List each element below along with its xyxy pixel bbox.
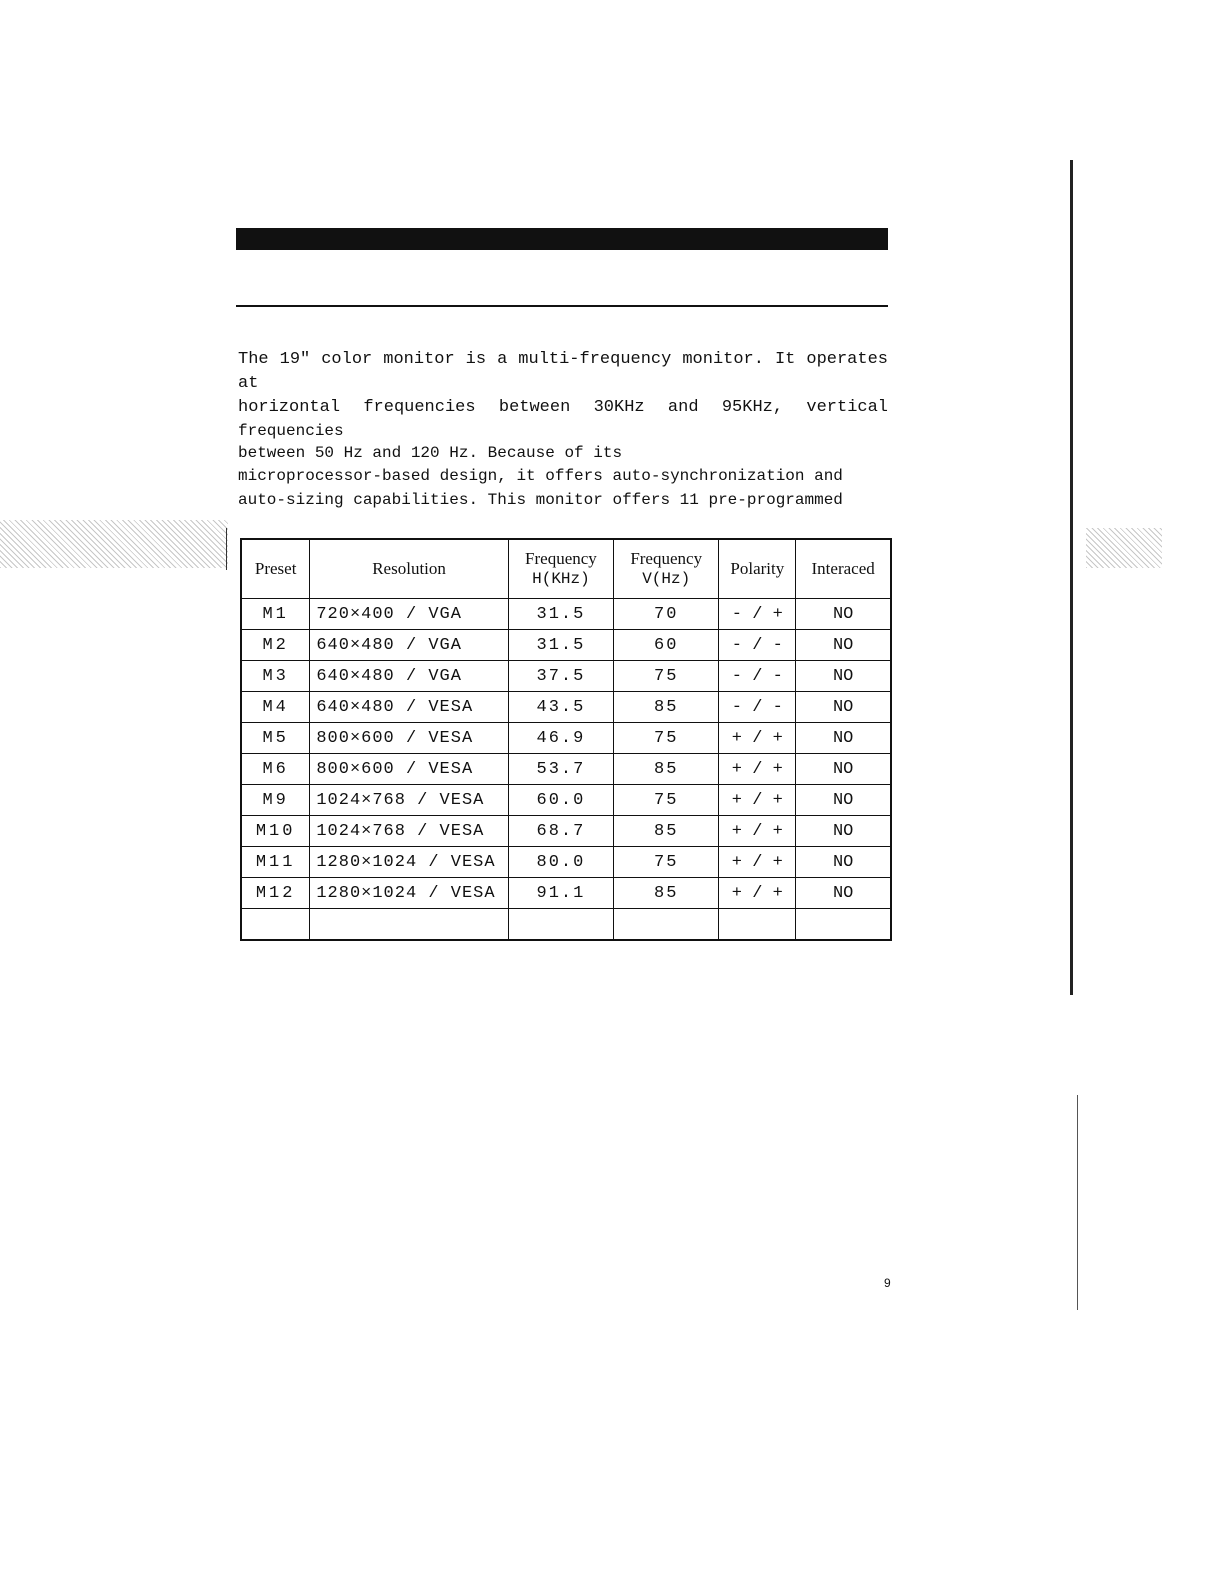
cell-polarity: + / + [719, 816, 796, 847]
cell-resolution: 640×480 / VESA [310, 692, 508, 723]
cell-freq-h [508, 909, 613, 941]
header-frequency-v-label: Frequency [630, 549, 703, 568]
cell-preset: M9 [241, 785, 310, 816]
cell-freq-v: 85 [614, 816, 719, 847]
cell-interlaced: NO [796, 661, 891, 692]
table-row [241, 754, 891, 785]
binding-edge-line [1070, 160, 1073, 995]
cell-polarity [719, 909, 796, 941]
cell-resolution: 1024×768 / VESA [310, 785, 508, 816]
header-preset: Preset [241, 539, 310, 599]
binding-edge-line-lower [1077, 1095, 1078, 1310]
cell-freq-v [614, 909, 719, 941]
cell-preset: M11 [241, 847, 310, 878]
table-row [241, 847, 891, 878]
section-divider [236, 305, 888, 307]
header-frequency-v-unit: V(Hz) [642, 570, 691, 588]
cell-freq-v: 75 [614, 785, 719, 816]
header-interlaced: Interaced [796, 539, 891, 599]
cell-freq-h: 53.7 [508, 754, 613, 785]
header-resolution: Resolution [310, 539, 508, 599]
cell-interlaced: NO [796, 816, 891, 847]
intro-paragraph [238, 348, 888, 512]
cell-interlaced: NO [796, 878, 891, 909]
cell-resolution: 640×480 / VGA [310, 661, 508, 692]
cell-resolution: 800×600 / VESA [310, 723, 508, 754]
cell-polarity: - / + [719, 599, 796, 630]
section-header-bar [236, 228, 888, 250]
cell-polarity: - / - [719, 661, 796, 692]
cell-interlaced: NO [796, 785, 891, 816]
table-body [241, 599, 891, 941]
cell-preset [241, 909, 310, 941]
table-row [241, 599, 891, 630]
cell-polarity: - / - [719, 692, 796, 723]
header-frequency-v [614, 539, 719, 599]
cell-interlaced: NO [796, 692, 891, 723]
intro-line-6: microprocessor-based design, it offers auto-synchronization and [238, 467, 843, 485]
cell-freq-v: 85 [614, 754, 719, 785]
cell-freq-v: 70 [614, 599, 719, 630]
table-row [241, 816, 891, 847]
cell-interlaced: NO [796, 723, 891, 754]
cell-preset: M2 [241, 630, 310, 661]
cell-polarity: + / + [719, 754, 796, 785]
intro-line-1: The 19" color monitor is a multi-frequency monitor. It operates [238, 350, 888, 369]
cell-freq-h: 31.5 [508, 599, 613, 630]
cell-polarity: + / + [719, 878, 796, 909]
cell-preset: M6 [241, 754, 310, 785]
intro-line-3: horizontal frequencies between 30KHz and 95KHz, vertical [238, 398, 888, 417]
cell-freq-h: 46.9 [508, 723, 613, 754]
cell-freq-v: 75 [614, 847, 719, 878]
header-frequency-h [508, 539, 613, 599]
cell-resolution: 720×400 / VGA [310, 599, 508, 630]
table-row [241, 692, 891, 723]
table-row [241, 661, 891, 692]
cell-freq-h: 60.0 [508, 785, 613, 816]
scan-mark-left [226, 528, 227, 570]
cell-freq-h: 68.7 [508, 816, 613, 847]
cell-resolution: 1024×768 / VESA [310, 816, 508, 847]
cell-freq-v: 75 [614, 661, 719, 692]
cell-interlaced: NO [796, 847, 891, 878]
intro-line-7: auto-sizing capabilities. This monitor offers 11 pre-programmed [238, 491, 843, 509]
header-frequency-h-unit: H(KHz) [532, 570, 590, 588]
cell-resolution: 1280×1024 / VESA [310, 878, 508, 909]
page-number: 9 [884, 1276, 891, 1290]
cell-freq-v: 75 [614, 723, 719, 754]
table-row [241, 630, 891, 661]
cell-freq-v: 85 [614, 692, 719, 723]
intro-line-2: at [238, 374, 259, 393]
header-polarity: Polarity [719, 539, 796, 599]
table-row [241, 785, 891, 816]
cell-freq-v: 85 [614, 878, 719, 909]
intro-line-5: between 50 Hz and 120 Hz. Because of its [238, 444, 623, 462]
cell-resolution [310, 909, 508, 941]
cell-preset: M4 [241, 692, 310, 723]
cell-interlaced: NO [796, 754, 891, 785]
cell-polarity: + / + [719, 723, 796, 754]
table-row [241, 878, 891, 909]
cell-polarity: + / + [719, 847, 796, 878]
header-frequency-h-label: Frequency [525, 549, 597, 568]
cell-preset: M1 [241, 599, 310, 630]
cell-interlaced: NO [796, 599, 891, 630]
cell-freq-h: 31.5 [508, 630, 613, 661]
preset-modes-table [240, 538, 892, 941]
cell-resolution: 1280×1024 / VESA [310, 847, 508, 878]
cell-interlaced [796, 909, 891, 941]
table-row [241, 909, 891, 941]
table-row [241, 723, 891, 754]
cell-freq-h: 91.1 [508, 878, 613, 909]
cell-interlaced: NO [796, 630, 891, 661]
scan-noise-left [0, 520, 228, 568]
cell-polarity: + / + [719, 785, 796, 816]
cell-freq-v: 60 [614, 630, 719, 661]
intro-line-4: frequencies [238, 422, 344, 440]
cell-preset: M10 [241, 816, 310, 847]
cell-freq-h: 43.5 [508, 692, 613, 723]
cell-resolution: 640×480 / VGA [310, 630, 508, 661]
cell-preset: M5 [241, 723, 310, 754]
table-header-row [241, 539, 891, 599]
cell-polarity: - / - [719, 630, 796, 661]
scan-noise-right [1086, 528, 1162, 568]
cell-preset: M3 [241, 661, 310, 692]
cell-resolution: 800×600 / VESA [310, 754, 508, 785]
cell-freq-h: 37.5 [508, 661, 613, 692]
cell-preset: M12 [241, 878, 310, 909]
cell-freq-h: 80.0 [508, 847, 613, 878]
